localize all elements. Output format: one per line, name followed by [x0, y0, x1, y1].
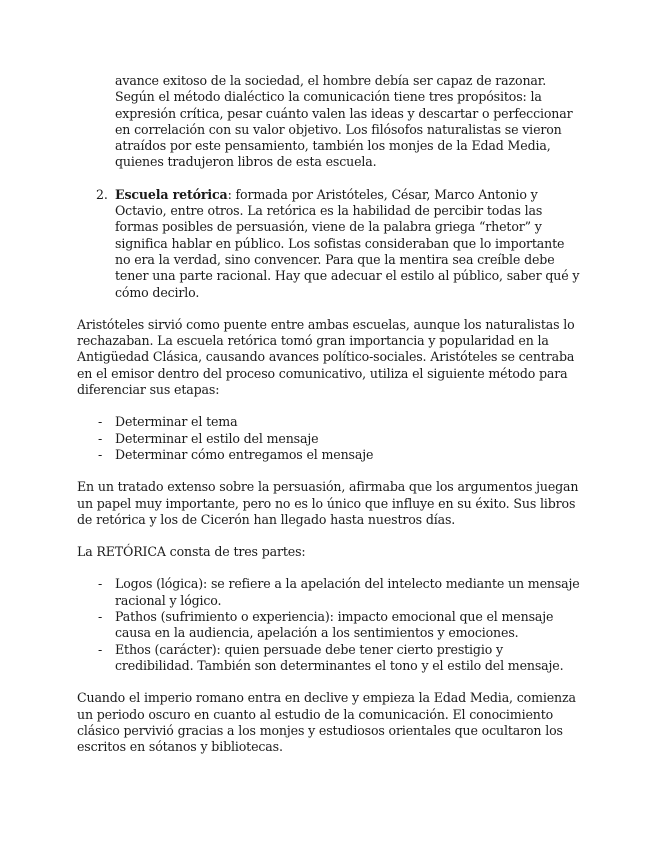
- paragraph-retorica-partes: La RETÓRICA consta de tres partes:: [77, 544, 306, 560]
- stages-list: [77, 414, 580, 463]
- item-text: : formada por Aristóteles, César, Marco Antonio y Octavio, entre otros. La retórica es la habilidad de percibir todas las formas posibles de persuasión, viene de la palabra griega “rhetor” y significa hablar en público. Los sofistas consideraban que lo importante no era la verdad, sino convencer. Para que la mentira sea creíble debe tener una parte racional. Hay que adecuar el estilo al público, saber qué y cómo decirlo.: [115, 186, 580, 300]
- dash-marker: -: [98, 609, 103, 625]
- list-item: - Determinar el tema: [98, 414, 238, 430]
- dash-marker: -: [98, 414, 103, 430]
- list-item: - Logos (lógica): se refiere a la apelación del intelecto mediante un mensaje racional y lógico.: [98, 576, 580, 608]
- paragraph-tratado-persuasion: En un tratado extenso sobre la persuasión, afirmaba que los argumentos juegan un papel muy importante, pero no es lo único que influye en su éxito. Sus libros de retórica y los de Cicerón han llegado hasta nuestros días.: [77, 479, 579, 527]
- dash-marker: -: [98, 641, 103, 657]
- dash-marker: -: [98, 430, 103, 446]
- item1-continuation: avance exitoso de la sociedad, el hombre debía ser capaz de razonar. Según el método dialéctico la comunicación tiene tres propósitos: la expresión crítica, pesar cuánto valen las ideas y descartar o perfeccionar en correlación con su valor objetivo. Los filósofos naturalistas se vieron atraídos por este pensamiento, también los monjes de la Edad Media, quienes tradujeron libros de esta escuela.: [115, 73, 573, 170]
- dash-marker: -: [98, 576, 103, 592]
- list-item: - Determinar el estilo del mensaje: [98, 430, 319, 446]
- term-escuela-retorica: Escuela retórica: [115, 186, 228, 202]
- list-number: 2.: [96, 186, 108, 202]
- dash-marker: -: [98, 446, 103, 462]
- list-item: - Determinar cómo entregamos el mensaje: [98, 446, 374, 462]
- list-item-escuela-retorica: [77, 187, 580, 301]
- paragraph-aristoteles-puente: Aristóteles sirvió como puente entre ambas escuelas, aunque los naturalistas lo rechazaban. La escuela retórica tomó gran importancia y popularidad en la Antigüedad Clásica, causando avances político-sociales. Aristóteles se centraba en el emisor dentro del proceso comunicativo, utiliza el siguiente método para diferenciar sus etapas:: [77, 316, 575, 398]
- document-page: [77, 73, 580, 771]
- list-item: - Pathos (sufrimiento o experiencia): impacto emocional que el mensaje causa en la audiencia, apelación a los sentimientos y emociones.: [98, 609, 554, 641]
- list-item: - Ethos (carácter): quien persuade debe tener cierto prestigio y credibilidad. También son determinantes el tono y el estilo del mensaje.: [98, 641, 564, 673]
- paragraph-imperio-romano: Cuando el imperio romano entra en declive y empieza la Edad Media, comienza un periodo oscuro en cuanto al estudio de la comunicación. El conocimiento clásico pervivió gracias a los monjes y estudiosos orientales que ocultaron los escritos en sótanos y bibliotecas.: [77, 690, 576, 755]
- parts-list: [77, 576, 580, 674]
